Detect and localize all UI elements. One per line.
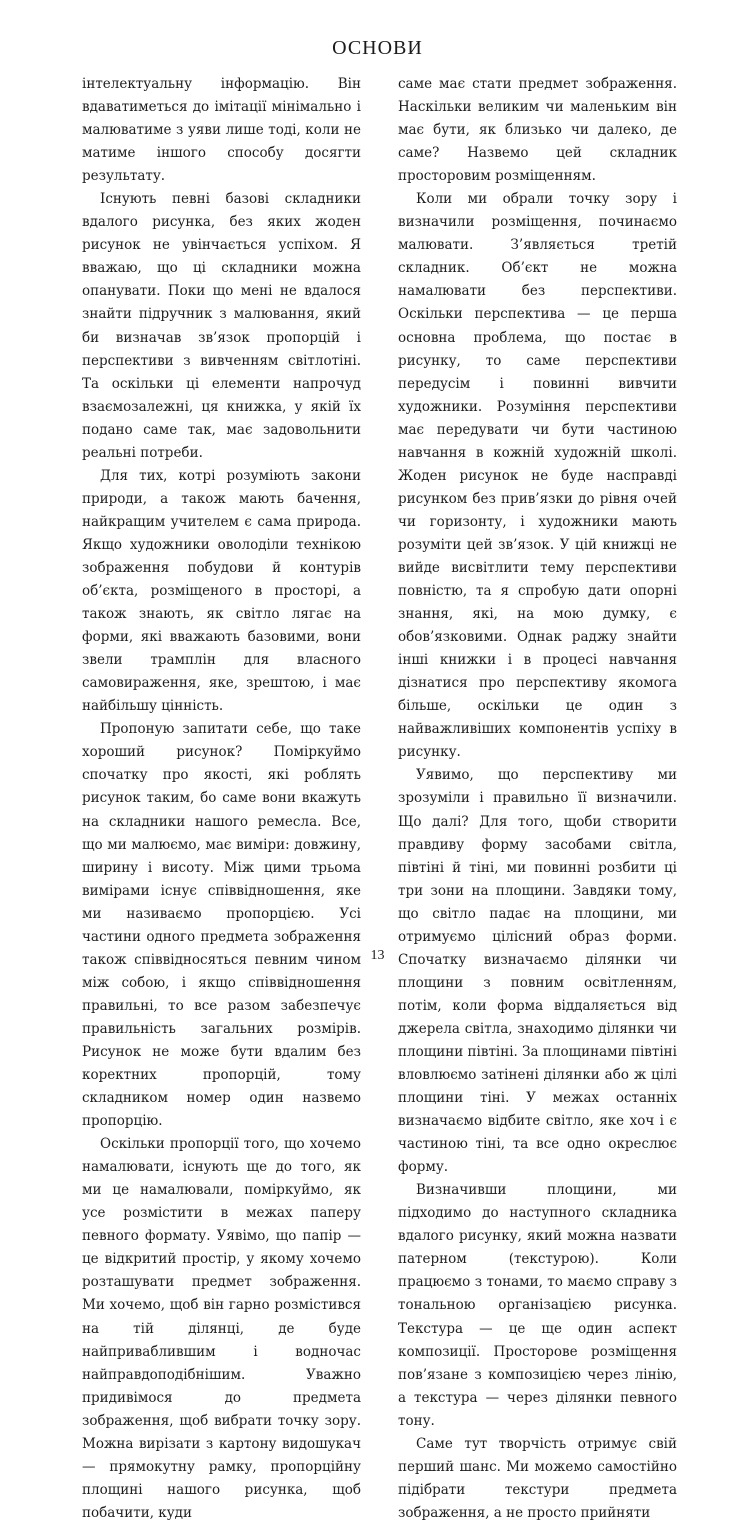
text-column-right <box>398 73 677 1525</box>
paragraph: інтелектуальну інформацію. Він вдаватиметься до імітації мінімально і малюватиме з уяви лише тоді, коли не матиме іншого способу досягти результату. <box>82 76 361 185</box>
page-number: 13 <box>370 948 385 963</box>
text-column-left <box>82 73 361 1525</box>
running-header: ОСНОВИ <box>332 37 423 59</box>
paragraph: Визначивши площини, ми підходимо до наступного складника вдалого рисунку, який можна назвати патерном (текстурою). Коли працюємо з тонами, то маємо справу з тональною організацією рисунка. Текстура — це ще один аспект композиції. Просторове розміщення пов’язане з композицією через лінію, а текстура — через ділянки певного тону. <box>398 1182 677 1429</box>
paragraph: Коли ми обрали точку зору і визначили розміщення, починаємо малювати. З’являється третій складник. Об’єкт не можна намалювати без перспективи. Оскільки перспектива — це перша основна проблема, що постає в рисунку, то саме перспективи передусім і повинні вивчити художники. Розуміння перспективи має передувати чи бути частиною навчання в кожній художній школі. Жоден рисунок не буде насправді рисунком без прив’язки до рівня очей чи горизонту, і художники мають розуміти цей зв’язок. У цій книжці не вийде висвітлити тему перспективи повністю, та я спробую дати опорні знання, які, на мою думку, є обов’язковими. Однак раджу знайти інші книжки і в процесі навчання дізнатися про перспективу якомога більше, оскільки це один з найважливіших компонентів успіху в рисунку. <box>398 191 677 761</box>
paragraph: Пропоную запитати себе, що таке хороший рисунок? Поміркуймо спочатку про якості, які роблять рисунок таким, бо саме вони вкажуть на складники нашого ремесла. Все, що ми малюємо, має виміри: довжину, ширину і висоту. Між цими трьома вимірами існує співвідношення, яке ми називаємо пропорцією. Усі частини одного предмета зображення також співвідносяться певним чином між собою, і якщо співвідношення правильні, то все разом забезпечує правильність загальних розмірів. Рисунок не може бути вдалим без коректних пропорцій, тому складником номер один назвемо пропорцію. <box>82 721 361 1130</box>
paragraph: Саме тут творчість отримує свій перший шанс. Ми можемо самостійно підібрати текстури предмета зображення, а не просто прийняти <box>398 1435 677 1521</box>
paragraph: Для тих, котрі розуміють закони природи, а також мають бачення, найкращим учителем є сама природа. Якщо художники оволоділи технікою зображення побудови й контурів об’єкта, розміщеного в просторі, а також знають, як світло лягає на форми, які вважають базовими, вони звели трамплін для власного самовираження, яке, зрештою, і має найбільшу цінність. <box>82 467 361 715</box>
paragraph: Існують певні базові складники вдалого рисунка, без яких жоден рисунок не увінчається успіхом. Я вважаю, що ці складники можна опанувати. Поки що мені не вдалося знайти підручник з малювання, який би визначав зв’язок пропорцій і перспективи з вивченням світлотіні. Та оскільки ці елементи напрочуд взаємозалежні, ця книжка, у якій їх подано саме так, має задовольнити реальні потреби. <box>82 191 361 461</box>
paragraph: Уявимо, що перспективу ми зрозуміли і правильно її визначили. Що далі? Для того, щоби створити правдиву форму засобами світла, півтіні й тіні, ми повинні розбити ці три зони на площини. Завдяки тому, що світло падає на площини, ми отримуємо цілісний образ форми. Спочатку визначаємо ділянки чи площини з повним освітленням, потім, коли форма віддаляється від джерела світла, знаходимо ділянки чи площини півтіні. За площинами півтіні вловлюємо затінені ділянки або ж цілі площини тіні. У межах останніх визначаємо відбите світло, яке хоч і є частиною тіні, та все одно окреслює форму. <box>398 767 677 1176</box>
paragraph: саме має стати предмет зображення. Наскільки великим чи маленьким він має бути, як близько чи далеко, де саме? Назвемо цей складник просторовим розміщенням. <box>398 76 677 185</box>
paragraph: Оскільки пропорції того, що хочемо намалювати, існують ще до того, як ми це намалювали, поміркуймо, як усе розмістити в межах паперу певного формату. Уявімо, що папір — це відкритий простір, у якому хочемо розташувати предмет зображення. Ми хочемо, щоб він гарно розмістився на тій ділянці, де буде найприваблившим і водночас найправдоподібнішим. Уважно придивімося до предмета зображення, щоб вибрати точку зору. Можна вирізати з картону видошукач — прямокутну рамку, пропорційну площині нашого рисунка, щоб побачити, куди <box>82 1136 361 1521</box>
